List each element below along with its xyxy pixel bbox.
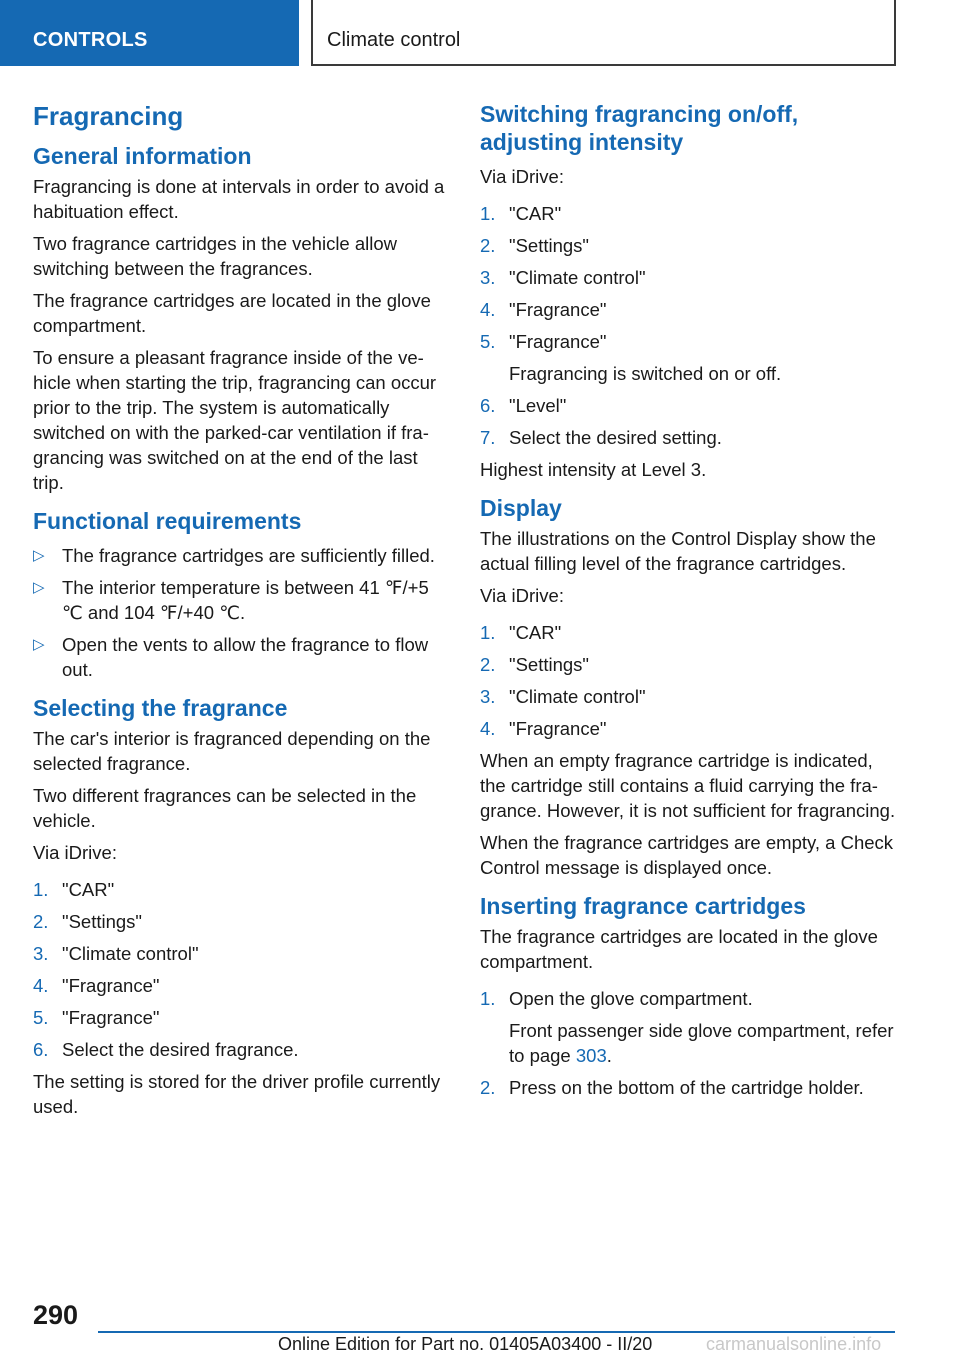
paragraph: To ensure a pleasant fragrance inside of the vehicle when starting the trip, fragrancing can occur prior to the trip. The system is automatically switched on with the parked-car ventilation if fragrancing was switched on at the end of the last trip. [33, 347, 437, 493]
triangle-bullet-icon: ▷ [33, 547, 45, 564]
list-item: 3. "Climate control" [480, 267, 646, 288]
paragraph: Fragrancing is done at intervals in order to avoid a habituation effect. [33, 176, 445, 222]
heading-switching-fragrancing: Switching fragrancing on/off, adjusting intensity [480, 101, 799, 155]
paragraph: When an empty fragrance cartridge is indicated, the cartridge still contains a fluid carrying the fragrance. However, it is not sufficient for fragrancing. [480, 750, 896, 821]
list-item: 5. "Fragrance" [33, 1007, 160, 1028]
heading-display: Display [480, 495, 562, 521]
paragraph: The fragrance cartridges are located in the glove compartment. [33, 290, 431, 336]
page-number: 290 [33, 1300, 79, 1330]
paragraph: Via iDrive: [33, 842, 117, 863]
paragraph: Two fragrance cartridges in the vehicle allow switching between the fragrances. [33, 233, 398, 279]
list-item: 6. "Level" [480, 395, 567, 416]
list-item: ▷ The interior temperature is between 41 ℉/+5 ℃ and 104 ℉/+40 ℃. [33, 577, 429, 623]
list-item: 1. "CAR" [480, 622, 562, 643]
heading-general-information: General information [33, 143, 252, 169]
paragraph: The car's interior is fragranced depending on the selected fragrance. [33, 728, 431, 774]
list-item: 6. Select the desired fragrance. [33, 1039, 299, 1060]
list-item: 3. "Climate control" [480, 686, 646, 707]
list-item: 3. "Climate control" [33, 943, 199, 964]
paragraph: Two different fragrances can be selected in the vehicle. [33, 785, 417, 831]
chapter-title: Climate control [311, 0, 896, 66]
inserting-steps [480, 986, 900, 1100]
paragraph: Via iDrive: [480, 166, 564, 187]
selecting-steps [33, 877, 453, 1062]
paragraph: The setting is stored for the driver profile currently used. [33, 1071, 441, 1117]
heading-functional-requirements: Functional requirements [33, 508, 302, 534]
right-column [480, 100, 900, 1107]
list-item: ▷ The fragrance cartridges are sufficiently filled. [33, 545, 435, 566]
heading-inserting-cartridges: Inserting fragrance cartridges [480, 893, 806, 919]
list-item: 2. Press on the bottom of the cartridge holder. [480, 1077, 864, 1098]
paragraph: Via iDrive: [480, 585, 564, 606]
list-item: ▷ Open the vents to allow the fragrance to flow out. [33, 634, 429, 680]
list-item: 5. "Fragrance" Fragrancing is switched on or off. [480, 331, 782, 384]
page-reference-link[interactable]: 303 [575, 1045, 607, 1066]
paragraph: When the fragrance cartridges are empty, a Check Control message is displayed once. [480, 832, 894, 878]
list-item: 4. "Fragrance" [480, 299, 607, 320]
triangle-bullet-icon: ▷ [33, 579, 45, 596]
page-title: Fragrancing [33, 101, 184, 131]
paragraph: The fragrance cartridges are located in the glove compartment. [480, 926, 878, 972]
heading-selecting-fragrance: Selecting the fragrance [33, 695, 288, 721]
left-column [33, 100, 453, 1126]
list-item: 1. "CAR" [33, 879, 115, 900]
list-item: 7. Select the desired setting. [480, 427, 722, 448]
footer-divider [98, 1331, 895, 1333]
list-item: 4. "Fragrance" [480, 718, 607, 739]
watermark: carmanualsonline.info [706, 1334, 882, 1354]
edition-text: Online Edition for Part no. 01405A03400 - II/20 [278, 1334, 653, 1354]
list-item: 1. "CAR" [480, 203, 562, 224]
requirements-list [33, 543, 453, 682]
section-tab: CONTROLS [0, 0, 299, 66]
list-item: 2. "Settings" [480, 654, 589, 675]
list-item: 2. "Settings" [480, 235, 589, 256]
switching-steps [480, 201, 900, 450]
list-item: 4. "Fragrance" [33, 975, 160, 996]
list-item: 1. Open the glove compartment. Front passenger side glove compartment, refer to page 303. [480, 988, 894, 1066]
display-steps [480, 620, 900, 741]
paragraph: Highest intensity at Level 3. [480, 459, 707, 480]
paragraph: The illustrations on the Control Display show the actual filling level of the fragrance cartridges. [480, 528, 876, 574]
list-item: 2. "Settings" [33, 911, 142, 932]
triangle-bullet-icon: ▷ [33, 636, 45, 653]
